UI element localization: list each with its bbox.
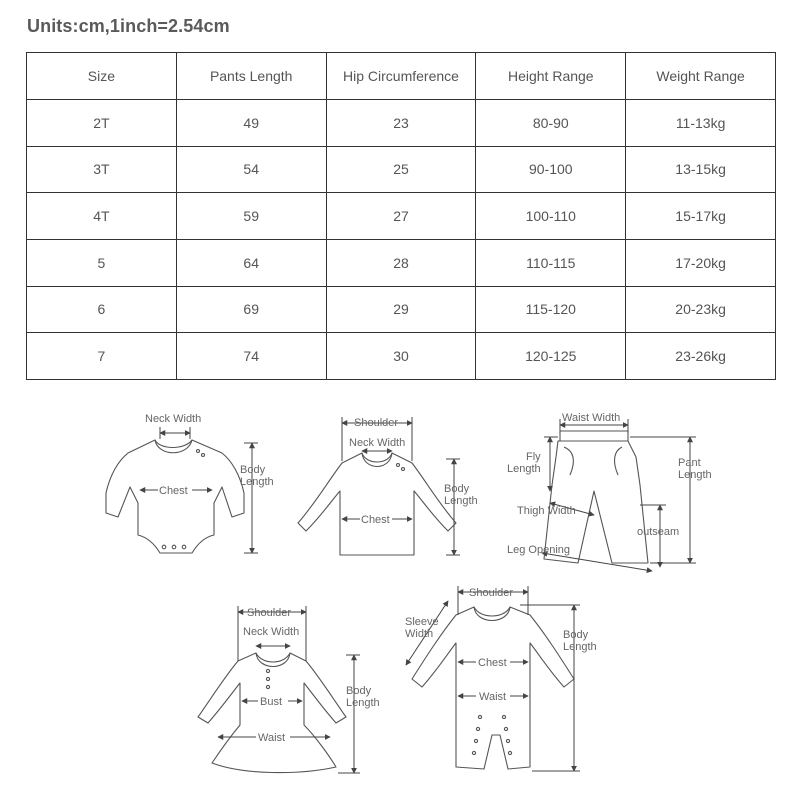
bodysuit-diagram [106, 413, 274, 553]
label-bust: Bust [260, 696, 283, 708]
label-sleeve-width: Width [405, 628, 434, 640]
label-waist: Waist [258, 732, 286, 744]
table-row [27, 286, 776, 333]
label-shoulder: Shoulder [247, 607, 292, 619]
label-body: Body [444, 483, 470, 495]
dress-diagram [198, 606, 380, 773]
label-length: Length [563, 641, 597, 653]
cell-size: 6 [27, 286, 177, 333]
cell-weight: 17-20kg [626, 239, 776, 286]
cell-hip: 30 [326, 333, 476, 380]
table-row [27, 193, 776, 240]
cell-height: 100-110 [476, 193, 626, 240]
label-length: Length [444, 495, 478, 507]
cell-size: 3T [27, 146, 177, 193]
cell-pants-length: 54 [176, 146, 326, 193]
label-length: Length [240, 476, 274, 488]
header-weight-range: Weight Range [626, 53, 776, 100]
table-row [27, 239, 776, 286]
cell-hip: 25 [326, 146, 476, 193]
cell-pants-length: 64 [176, 239, 326, 286]
label-body: Body [240, 464, 266, 476]
label-thigh-width: Thigh Width [517, 505, 576, 517]
cell-pants-length: 59 [176, 193, 326, 240]
sweater-diagram [298, 417, 478, 555]
cell-height: 115-120 [476, 286, 626, 333]
cell-size: 5 [27, 239, 177, 286]
label-fly-length: Length [507, 463, 541, 475]
cell-pants-length: 69 [176, 286, 326, 333]
label-chest: Chest [159, 485, 188, 497]
label-waist: Waist [479, 691, 507, 703]
cell-pants-length: 49 [176, 100, 326, 147]
header-pants-length: Pants Length [176, 53, 326, 100]
cell-hip: 29 [326, 286, 476, 333]
table-row [27, 333, 776, 380]
label-fly: Fly [526, 451, 541, 463]
header-height-range: Height Range [476, 53, 626, 100]
label-neck-width: Neck Width [145, 413, 202, 425]
table-header-row [27, 53, 776, 100]
cell-weight: 11-13kg [626, 100, 776, 147]
cell-weight: 20-23kg [626, 286, 776, 333]
cell-size: 2T [27, 100, 177, 147]
cell-pants-length: 74 [176, 333, 326, 380]
label-neck-width: Neck Width [349, 437, 406, 449]
measurement-diagrams [0, 395, 800, 795]
label-length: Length [346, 697, 380, 709]
cell-weight: 15-17kg [626, 193, 776, 240]
cell-height: 120-125 [476, 333, 626, 380]
romper-diagram [405, 586, 597, 771]
label-waist-width: Waist Width [562, 412, 621, 424]
label-sleeve: Sleeve [405, 616, 439, 628]
label-body: Body [346, 685, 372, 697]
cell-weight: 13-15kg [626, 146, 776, 193]
size-chart-table [26, 52, 776, 380]
table-row [27, 100, 776, 147]
label-neck-width: Neck Width [243, 626, 300, 638]
header-size: Size [27, 53, 177, 100]
header-hip-circumference: Hip Circumference [326, 53, 476, 100]
table-row [27, 146, 776, 193]
cell-size: 7 [27, 333, 177, 380]
pants-diagram [507, 412, 712, 571]
label-chest: Chest [361, 514, 390, 526]
cell-height: 90-100 [476, 146, 626, 193]
cell-hip: 28 [326, 239, 476, 286]
cell-size: 4T [27, 193, 177, 240]
label-leg-opening: Leg Opening [507, 544, 570, 556]
units-note: Units:cm,1inch=2.54cm [27, 16, 230, 36]
label-outseam: outseam [637, 526, 680, 538]
label-body: Body [563, 629, 589, 641]
cell-height: 110-115 [476, 239, 626, 286]
cell-hip: 27 [326, 193, 476, 240]
label-shoulder: Shoulder [469, 587, 514, 599]
cell-hip: 23 [326, 100, 476, 147]
label-shoulder: Shoulder [354, 417, 399, 429]
label-chest: Chest [478, 657, 507, 669]
cell-weight: 23-26kg [626, 333, 776, 380]
label-pant: Pant [678, 457, 701, 469]
label-pant-length: Length [678, 469, 712, 481]
cell-height: 80-90 [476, 100, 626, 147]
